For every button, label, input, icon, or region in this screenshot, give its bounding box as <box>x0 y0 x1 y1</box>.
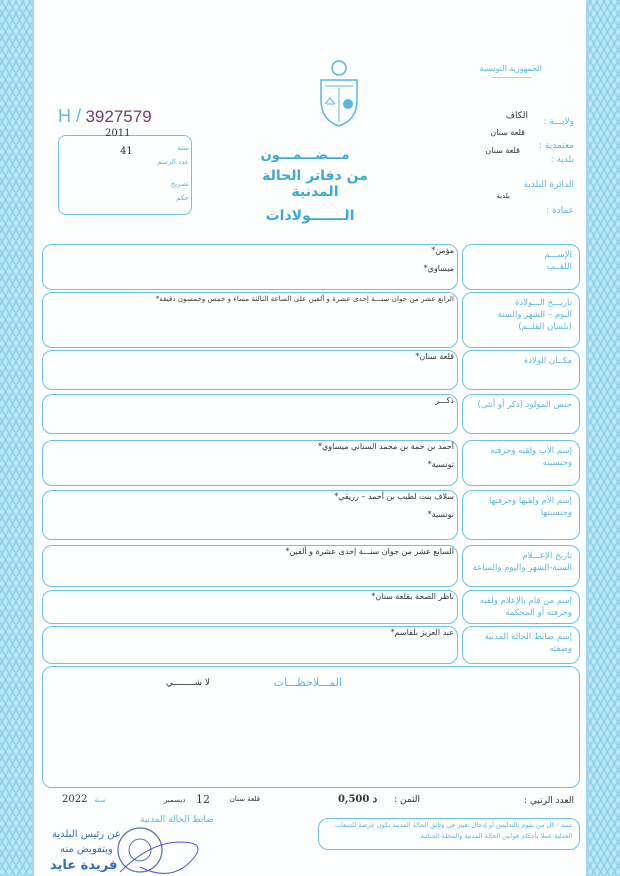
field-label: إسم الأب ولقبه وحرفته <box>490 446 572 456</box>
field-label: تاريـــخ الـــولادة <box>515 298 572 308</box>
decorative-border-left <box>0 0 34 876</box>
coat-of-arms-icon <box>315 58 363 128</box>
field-value: أحمد بن حمة بن محمد السناني ميساوي* <box>318 442 454 451</box>
field-value: قلعة سنان* <box>415 352 454 361</box>
register-number-label: عدد الرسم <box>157 158 189 166</box>
field-value: مؤمن* <box>431 246 454 255</box>
imada-label: عمادة : <box>546 206 574 216</box>
official-stamp-icon <box>110 822 220 876</box>
field-value: عبد العزيز بلقاسم* <box>390 628 454 637</box>
signature-line1: عن رئيس البلدية <box>52 829 121 840</box>
field-value: السابع عشر من جوان سنـــة إحدى عشرة و ألفين* <box>285 547 454 556</box>
municipality-label: بلدية : <box>550 155 574 165</box>
serial-number <box>58 106 152 127</box>
serial-label: العدد الرتبي : <box>523 796 574 806</box>
field-label: جنس المولود (ذكر أو أنثى) <box>477 400 572 410</box>
field-value-box <box>42 350 458 390</box>
title-line3: الـــــــولادات <box>265 208 355 224</box>
republic-label: الجمهورية التونسية <box>479 64 542 73</box>
governorate-value: الكاف <box>505 111 528 121</box>
field-label: مكــان الولادة <box>523 356 572 366</box>
register-judgment-label: حكم <box>176 194 189 202</box>
district-label: الدائرة البلدية <box>523 180 574 190</box>
delegation-label: معتمدية : <box>538 141 574 151</box>
footer-year: 2022 <box>62 794 88 805</box>
field-label: إسم ضابط الحالة المدنية <box>484 632 572 642</box>
serial-prefix: H / <box>58 106 82 126</box>
price-label: الثمن : <box>394 795 420 805</box>
divider <box>492 77 532 78</box>
field-value2: تونسية* <box>427 510 454 519</box>
signature-line2: وبتفويض منه <box>60 844 113 855</box>
field-label2: وصفته <box>549 644 572 654</box>
field-label2: اليوم – الشهر والسنة <box>497 310 572 320</box>
field-value-box <box>42 244 458 290</box>
field-label: إسم من قام بالإعلام ولقبه <box>479 596 572 606</box>
remarks-label: المـــلاحظـــات <box>273 676 342 689</box>
district-value: بلدية <box>496 192 510 200</box>
register-declaration-label: تصريح <box>170 180 189 188</box>
field-label2: وجنسيتها <box>540 508 572 518</box>
field-value: ناظر الصحة بقلعة سنان* <box>371 592 454 601</box>
field-value: الرابع عشر من جوان سنـــة إحدى عشرة و ألفين على الساعة الثالثة مساء و خمس وخمسون دقيقة* <box>155 294 454 303</box>
delegation-value: قلعة سنان <box>490 128 525 137</box>
field-label: الإســـم <box>544 250 572 260</box>
field-value: ذكـــر <box>435 396 454 405</box>
price-value: 0,500 د <box>338 794 378 805</box>
field-value2: ميساوي* <box>423 264 454 273</box>
decorative-border-right <box>586 0 620 876</box>
register-year-label: سنة <box>177 144 189 152</box>
field-label2: وحرفته أو المحكمة <box>505 608 572 618</box>
field-label3: (بلسان القلــم) <box>518 322 572 332</box>
officer-title: ضابط الحالة المدنية <box>140 815 214 825</box>
title-line2: من دفاتر الحالة المدنية <box>262 168 368 200</box>
field-label2: السنة-الشهر واليوم والساعة <box>472 563 572 573</box>
field-label2: اللقــب <box>546 262 572 272</box>
register-year-value: 2011 <box>105 128 131 139</box>
footer-day: 12 <box>196 793 210 806</box>
register-number-value: 41 <box>120 146 133 157</box>
field-label: تاريخ الإعـــلام <box>522 551 572 561</box>
serial-value: 3927579 <box>85 107 152 126</box>
footer-year-label: سنة <box>94 796 106 804</box>
field-value-box <box>42 394 458 434</box>
field-value2: تونسية* <box>427 460 454 469</box>
municipality-value: قلعة سنان <box>485 146 520 155</box>
field-label2: وجنسيته <box>542 458 572 468</box>
field-value: سلاف بنت لطيب بن أحمد – رزيقي* <box>334 492 454 501</box>
title-line1: مـــضـــمـــون <box>260 148 350 163</box>
governorate-label: ولايـــة : <box>543 117 574 127</box>
footer-month: ديسمبر <box>164 796 186 804</box>
remarks-value: لا شــــــــي <box>165 678 210 688</box>
warning-text: تنبيه : كل من يقوم بالتدليس أو إدخال تغيير في وثائق الحالة المدنية يكون عرضة للتتبعات العدلية عملا بأحكام قوانين الحالة المدنية والمجلة الجنائية. <box>334 821 572 840</box>
footer-place: قلعة سنان <box>229 795 260 803</box>
field-label: إسم الأم ولقبها وحرفتها <box>489 496 572 506</box>
signature-name: فريدة عايد <box>50 858 118 873</box>
